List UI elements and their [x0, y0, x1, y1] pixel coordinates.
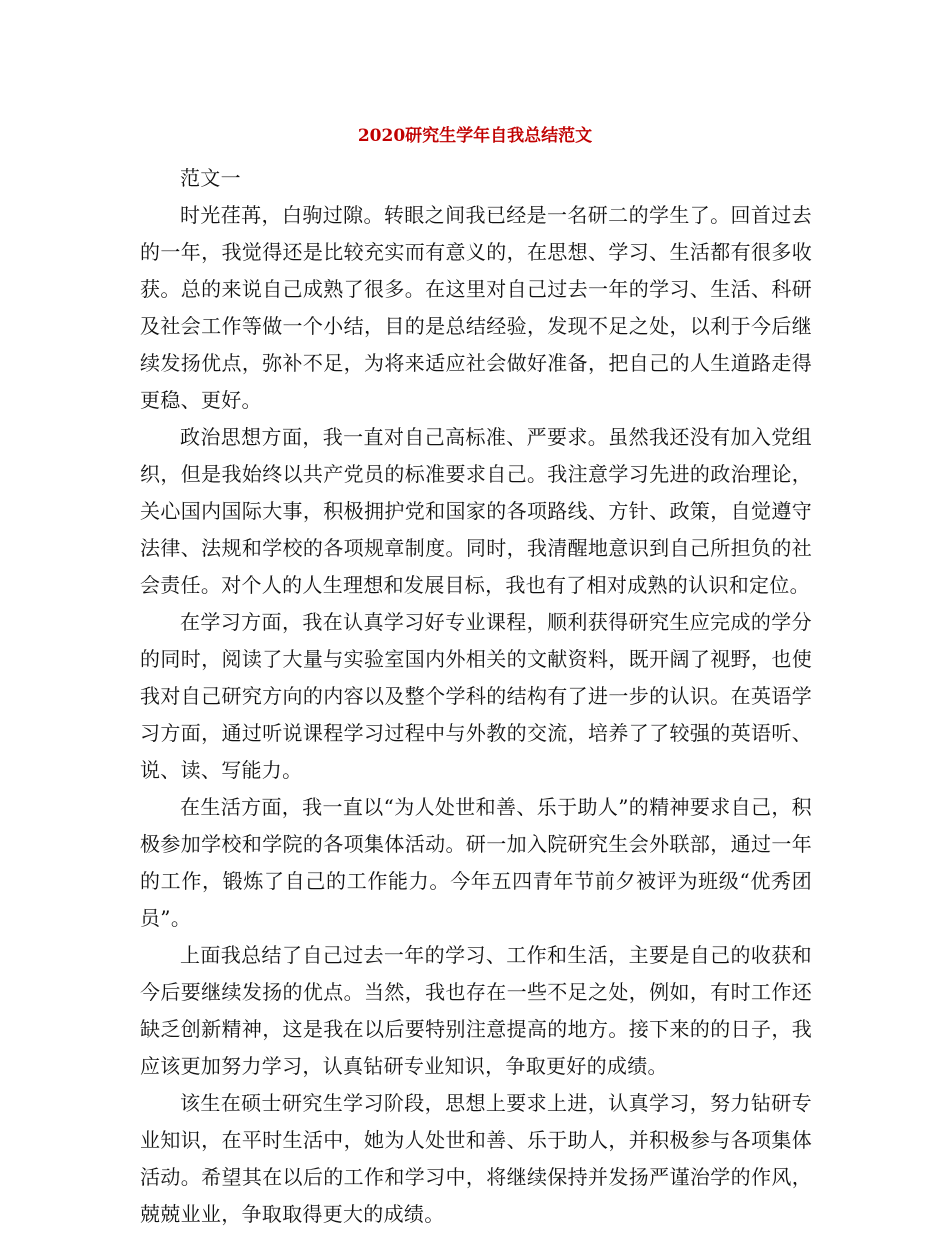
paragraph-intro: 时光荏苒，白驹过隙。转眼之间我已经是一名研二的学生了。回首过去的一年，我觉得还是比较充实而有意义的，在思想、学习、生活都有很多收获。总的来说自己成熟了很多。在这里对自己过去一年的学习、生活、科研及社会工作等做一个小结，目的是总结经验，发现不足之处，以利于今后继续发扬优点，弥补不足，为将来适应社会做好准备，把自己的人生道路走得更稳、更好。 [140, 203, 812, 412]
paragraph-study: 在学习方面，我在认真学习好专业课程，顺利获得研究生应完成的学分的同时，阅读了大量与实验室国内外相关的文献资料，既开阔了视野，也使我对自己研究方向的内容以及整个学科的结构有了进一步的认识。在英语学习方面，通过听说课程学习过程中与外教的交流，培养了了较强的英语听、说、读、写能力。 [140, 610, 812, 782]
document-body [140, 160, 812, 1233]
paragraph-politics: 政治思想方面，我一直对自己高标准、严要求。虽然我还没有加入党组织，但是我始终以共产党员的标准要求自己。我注意学习先进的政治理论，关心国内国际大事，积极拥护党和国家的各项路线、方针、政策，自觉遵守法律、法规和学校的各项规章制度。同时，我清醒地意识到自己所担负的社会责任。对个人的人生理想和发展目标，我也有了相对成熟的认识和定位。 [140, 425, 812, 597]
paragraph-life: 在生活方面，我一直以“为人处世和善、乐于助人”的精神要求自己，积极参加学校和学院的各项集体活动。研一加入院研究生会外联部，通过一年的工作，锻炼了自己的工作能力。今年五四青年节前夕被评为班级“优秀团员”。 [140, 795, 812, 930]
section-heading: 范文一 [180, 166, 241, 190]
paragraph-evaluation: 该生在硕士研究生学习阶段，思想上要求上进，认真学习，努力钻研专业知识，在平时生活中，她为人处世和善、乐于助人，并积极参与各项集体活动。希望其在以后的工作和学习中，将继续保持并发扬严谨治学的作风，兢兢业业，争取取得更大的成绩。 [140, 1091, 812, 1226]
paragraph-summary: 上面我总结了自己过去一年的学习、工作和生活，主要是自己的收获和今后要继续发扬的优点。当然，我也存在一些不足之处，例如，有时工作还缺乏创新精神，这是我在以后要特别注意提高的地方。接下来的的日子，我应该更加努力学习，认真钻研专业知识，争取更好的成绩。 [140, 943, 812, 1078]
document-title: 2020研究生学年自我总结范文 [357, 126, 593, 146]
